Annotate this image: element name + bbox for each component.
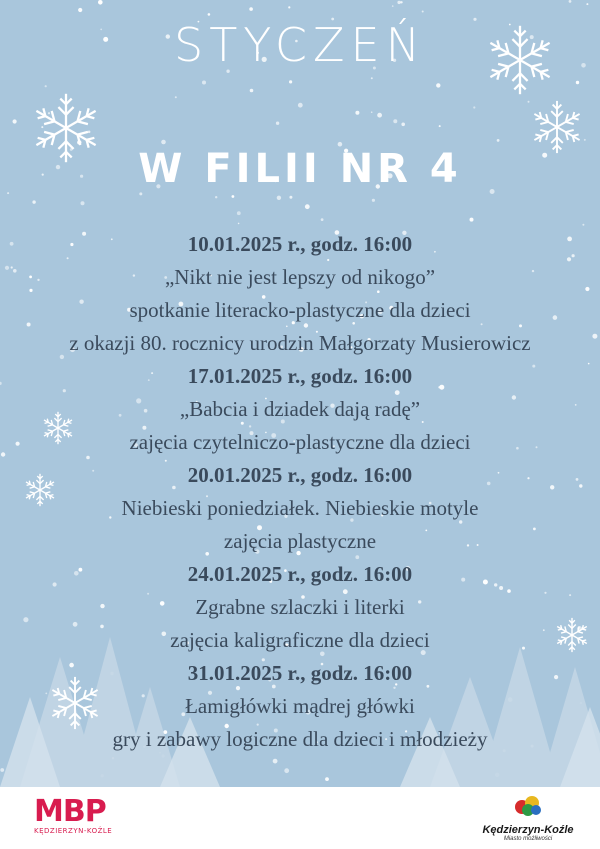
events-list bbox=[0, 228, 600, 756]
city-logo-icon bbox=[510, 793, 546, 817]
event-text: zajęcia czytelniczo-plastyczne dla dzieci bbox=[129, 430, 471, 454]
city-logo bbox=[478, 793, 578, 842]
event-text: „Babcia i dziadek dają radę” bbox=[179, 397, 421, 421]
event-text: z okazji 80. rocznicy urodzin Małgorzaty Musierowicz bbox=[69, 331, 531, 355]
city-logo-name: Kędzierzyn-Koźle bbox=[482, 824, 574, 836]
event-text: „Nikt nie jest lepszy od nikogo” bbox=[164, 265, 436, 289]
page-title-branch: W FILII NR 4 bbox=[138, 146, 462, 192]
event-item bbox=[0, 360, 600, 459]
event-text: zajęcia kaligraficzne dla dzieci bbox=[170, 628, 430, 652]
event-item bbox=[0, 657, 600, 756]
event-text: zajęcia plastyczne bbox=[223, 529, 377, 553]
event-date: 17.01.2025 r., godz. 16:00 bbox=[187, 364, 413, 388]
event-item bbox=[0, 558, 600, 657]
event-text: Niebieski poniedziałek. Niebieskie motyle bbox=[121, 496, 479, 520]
event-text: gry i zabawy logiczne dla dzieci i młodzieży bbox=[112, 727, 488, 751]
event-item bbox=[0, 459, 600, 558]
mbp-logo bbox=[34, 794, 113, 835]
page-title-month: STYCZEŃ bbox=[174, 18, 426, 72]
mbp-logo-subtext: KĘDZIERZYN-KOŹLE bbox=[34, 827, 113, 835]
event-date: 20.01.2025 r., godz. 16:00 bbox=[187, 463, 413, 487]
city-logo-tagline: Miasto możliwości bbox=[503, 836, 553, 842]
mbp-logo-text: MBP bbox=[34, 794, 106, 829]
event-text: spotkanie literacko-plastyczne dla dzieci bbox=[129, 298, 471, 322]
event-text: Zgrabne szlaczki i literki bbox=[195, 595, 405, 619]
event-date: 10.01.2025 r., godz. 16:00 bbox=[187, 232, 413, 256]
event-date: 24.01.2025 r., godz. 16:00 bbox=[187, 562, 413, 586]
event-date: 31.01.2025 r., godz. 16:00 bbox=[187, 661, 413, 685]
footer bbox=[0, 787, 600, 849]
event-text: Łamigłówki mądrej główki bbox=[185, 694, 415, 718]
event-item bbox=[0, 228, 600, 360]
